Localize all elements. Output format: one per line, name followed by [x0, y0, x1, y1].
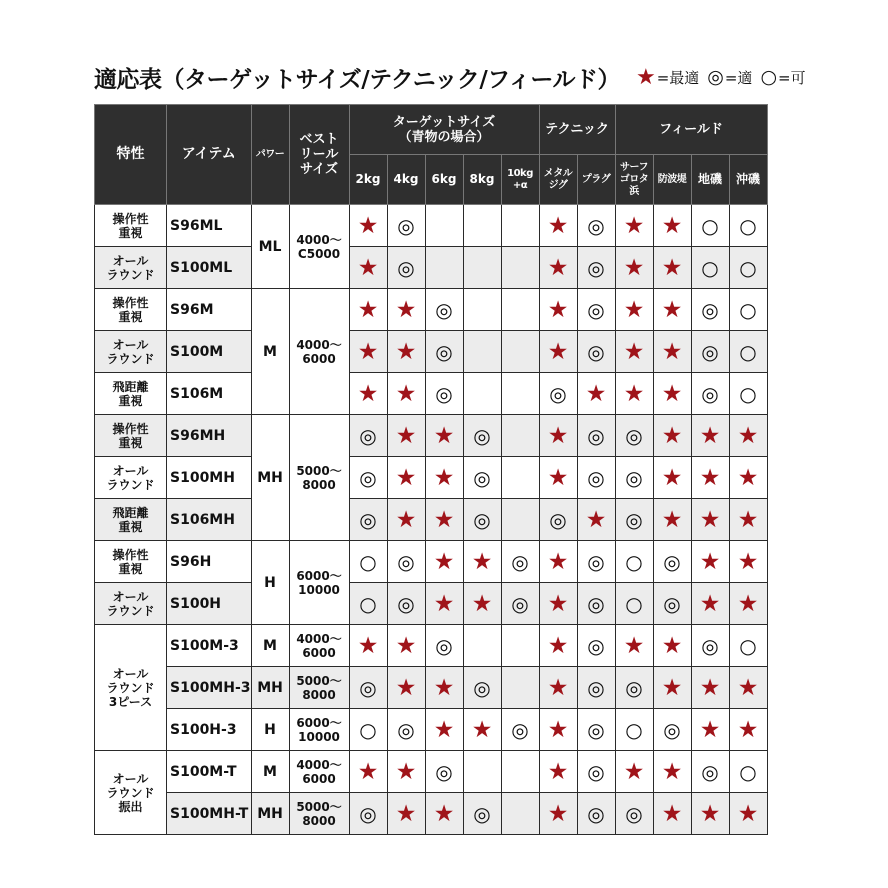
- double-circle-icon: ◎: [691, 289, 729, 331]
- subheader-7: サーフ ゴロタ 浜: [615, 155, 653, 205]
- power-cell: M: [251, 751, 289, 793]
- empty-cell: [463, 289, 501, 331]
- circle-icon: ○: [729, 331, 767, 373]
- star-icon: ★: [349, 289, 387, 331]
- star-icon: ★: [653, 457, 691, 499]
- subheader-1: 4kg: [387, 155, 425, 205]
- item-cell: S100MH-3: [167, 667, 252, 709]
- characteristic-cell: オール ラウンド 3ピース: [95, 625, 167, 751]
- star-icon: ★: [425, 667, 463, 709]
- double-circle-icon: ◎: [577, 289, 615, 331]
- star-icon: ★: [539, 457, 577, 499]
- reel-size-cell: 6000〜 10000: [289, 709, 349, 751]
- star-icon: ★: [463, 541, 501, 583]
- page-title: 適応表（ターゲットサイズ/テクニック/フィールド）: [94, 66, 620, 93]
- star-icon: ★: [387, 499, 425, 541]
- legend-label-best: =最適: [656, 68, 700, 87]
- double-circle-icon: ◎: [577, 457, 615, 499]
- empty-cell: [501, 793, 539, 835]
- reel-size-cell: 5000〜 8000: [289, 667, 349, 709]
- empty-cell: [501, 289, 539, 331]
- table-row: [95, 709, 768, 751]
- double-circle-icon: ◎: [349, 667, 387, 709]
- double-circle-icon: ◎: [653, 583, 691, 625]
- reel-size-cell: 4000〜 6000: [289, 625, 349, 667]
- double-circle-icon: ◎: [539, 499, 577, 541]
- double-circle-icon: ◎: [463, 457, 501, 499]
- star-icon: ★: [635, 64, 656, 90]
- star-icon: ★: [729, 415, 767, 457]
- double-circle-icon: ◎: [615, 457, 653, 499]
- star-icon: ★: [539, 667, 577, 709]
- circle-icon: ○: [729, 247, 767, 289]
- characteristic-cell: オール ラウンド: [95, 331, 167, 373]
- table-row: [95, 373, 768, 415]
- star-icon: ★: [691, 583, 729, 625]
- star-icon: ★: [729, 583, 767, 625]
- characteristic-cell: 操作性 重視: [95, 205, 167, 247]
- star-icon: ★: [653, 499, 691, 541]
- double-circle-icon: ◎: [425, 625, 463, 667]
- star-icon: ★: [425, 541, 463, 583]
- double-circle-icon: ◎: [349, 793, 387, 835]
- star-icon: ★: [577, 499, 615, 541]
- star-icon: ★: [615, 205, 653, 247]
- table-row: [95, 667, 768, 709]
- double-circle-icon: ◎: [349, 457, 387, 499]
- item-cell: S96MH: [167, 415, 252, 457]
- star-icon: ★: [691, 709, 729, 751]
- reel-size-cell: 4000〜 6000: [289, 289, 349, 415]
- star-icon: ★: [653, 667, 691, 709]
- item-cell: S96H: [167, 541, 252, 583]
- double-circle-icon: ◎: [425, 751, 463, 793]
- legend-item-possible: [760, 66, 805, 88]
- star-icon: ★: [729, 709, 767, 751]
- double-circle-icon: ◎: [577, 667, 615, 709]
- star-icon: ★: [691, 667, 729, 709]
- characteristic-cell: 操作性 重視: [95, 541, 167, 583]
- double-circle-icon: ◎: [577, 709, 615, 751]
- double-circle-icon: ◎: [577, 583, 615, 625]
- subheader-4: 10kg +α: [501, 155, 539, 205]
- item-cell: S100M-3: [167, 625, 252, 667]
- star-icon: ★: [729, 457, 767, 499]
- star-icon: ★: [577, 373, 615, 415]
- header-item: アイテム: [167, 105, 252, 205]
- legend-item-best: [636, 65, 699, 90]
- characteristic-cell: 操作性 重視: [95, 415, 167, 457]
- empty-cell: [501, 625, 539, 667]
- item-cell: S100H: [167, 583, 252, 625]
- star-icon: ★: [539, 709, 577, 751]
- double-circle-icon: ◎: [425, 373, 463, 415]
- table-row: [95, 625, 768, 667]
- subheader-3: 8kg: [463, 155, 501, 205]
- star-icon: ★: [387, 289, 425, 331]
- characteristic-cell: 操作性 重視: [95, 289, 167, 331]
- star-icon: ★: [349, 625, 387, 667]
- star-icon: ★: [615, 751, 653, 793]
- double-circle-icon: ◎: [387, 541, 425, 583]
- double-circle-icon: ◎: [463, 415, 501, 457]
- double-circle-icon: ◎: [425, 331, 463, 373]
- circle-icon: ○: [615, 541, 653, 583]
- empty-cell: [501, 499, 539, 541]
- star-icon: ★: [387, 331, 425, 373]
- empty-cell: [463, 331, 501, 373]
- star-icon: ★: [653, 205, 691, 247]
- star-icon: ★: [653, 625, 691, 667]
- table-row: [95, 289, 768, 331]
- double-circle-icon: ◎: [463, 667, 501, 709]
- star-icon: ★: [729, 793, 767, 835]
- empty-cell: [501, 667, 539, 709]
- double-circle-icon: ◎: [387, 205, 425, 247]
- reel-size-cell: 4000〜 6000: [289, 751, 349, 793]
- double-circle-icon: ◎: [463, 499, 501, 541]
- table-row: [95, 541, 768, 583]
- circle-icon: ○: [615, 709, 653, 751]
- empty-cell: [463, 751, 501, 793]
- item-cell: S100H-3: [167, 709, 252, 751]
- item-cell: S100MH: [167, 457, 252, 499]
- star-icon: ★: [387, 373, 425, 415]
- double-circle-icon: ◎: [387, 709, 425, 751]
- empty-cell: [425, 205, 463, 247]
- legend-item-suitable: [707, 66, 752, 88]
- empty-cell: [463, 625, 501, 667]
- reel-size-cell: 5000〜 8000: [289, 415, 349, 541]
- star-icon: ★: [463, 709, 501, 751]
- star-icon: ★: [653, 415, 691, 457]
- empty-cell: [501, 457, 539, 499]
- legend-label-possible: =可: [778, 68, 806, 87]
- star-icon: ★: [691, 415, 729, 457]
- empty-cell: [501, 373, 539, 415]
- header-power: パワー: [251, 105, 289, 205]
- power-cell: MH: [251, 667, 289, 709]
- double-circle-icon: ◎: [577, 751, 615, 793]
- star-icon: ★: [349, 205, 387, 247]
- table-row: [95, 583, 768, 625]
- double-circle-icon: ◎: [387, 247, 425, 289]
- star-icon: ★: [539, 625, 577, 667]
- item-cell: S100ML: [167, 247, 252, 289]
- star-icon: ★: [653, 247, 691, 289]
- reel-size-cell: 4000〜 C5000: [289, 205, 349, 289]
- characteristic-cell: オール ラウンド: [95, 583, 167, 625]
- empty-cell: [501, 247, 539, 289]
- double-circle-icon: ◎: [577, 625, 615, 667]
- power-cell: MH: [251, 415, 289, 541]
- empty-cell: [501, 331, 539, 373]
- double-circle-icon: ◎: [615, 793, 653, 835]
- reel-size-cell: 6000〜 10000: [289, 541, 349, 625]
- table-row: [95, 415, 768, 457]
- star-icon: ★: [425, 415, 463, 457]
- double-circle-icon: ◎: [615, 415, 653, 457]
- double-circle-icon: ◎: [691, 625, 729, 667]
- subheader-6: プラグ: [577, 155, 615, 205]
- circle-icon: ○: [349, 583, 387, 625]
- legend-label-suitable: =適: [724, 68, 753, 87]
- circle-icon: ○: [691, 205, 729, 247]
- power-cell: MH: [251, 793, 289, 835]
- characteristic-cell: オール ラウンド 振出: [95, 751, 167, 835]
- star-icon: ★: [349, 331, 387, 373]
- star-icon: ★: [653, 289, 691, 331]
- table-row: [95, 457, 768, 499]
- star-icon: ★: [539, 289, 577, 331]
- subheader-5: メタル ジグ: [539, 155, 577, 205]
- star-icon: ★: [349, 751, 387, 793]
- star-icon: ★: [539, 541, 577, 583]
- double-circle-icon: ◎: [615, 667, 653, 709]
- star-icon: ★: [729, 667, 767, 709]
- circle-icon: ○: [729, 373, 767, 415]
- double-circle-icon: ◎: [577, 205, 615, 247]
- table-row: [95, 205, 768, 247]
- double-circle-icon: ◎: [501, 709, 539, 751]
- table-row: [95, 247, 768, 289]
- table-row: [95, 331, 768, 373]
- star-icon: ★: [615, 289, 653, 331]
- star-icon: ★: [653, 793, 691, 835]
- double-circle-icon: ◎: [387, 583, 425, 625]
- table-row: [95, 793, 768, 835]
- empty-cell: [501, 751, 539, 793]
- double-circle-icon: ◎: [463, 793, 501, 835]
- double-circle-icon: ◎: [707, 66, 724, 88]
- double-circle-icon: ◎: [539, 373, 577, 415]
- circle-icon: ○: [729, 625, 767, 667]
- double-circle-icon: ◎: [691, 373, 729, 415]
- star-icon: ★: [387, 667, 425, 709]
- item-cell: S106M: [167, 373, 252, 415]
- circle-icon: ○: [349, 709, 387, 751]
- empty-cell: [463, 205, 501, 247]
- double-circle-icon: ◎: [349, 499, 387, 541]
- double-circle-icon: ◎: [653, 541, 691, 583]
- header-characteristic: 特性: [95, 105, 167, 205]
- double-circle-icon: ◎: [577, 247, 615, 289]
- star-icon: ★: [463, 583, 501, 625]
- item-cell: S100M-T: [167, 751, 252, 793]
- header-target-size: ターゲットサイズ （青物の場合）: [349, 105, 539, 155]
- item-cell: S96M: [167, 289, 252, 331]
- header-reel-size: ベスト リール サイズ: [289, 105, 349, 205]
- circle-icon: ○: [760, 66, 778, 88]
- power-cell: M: [251, 289, 289, 415]
- star-icon: ★: [387, 793, 425, 835]
- double-circle-icon: ◎: [425, 289, 463, 331]
- star-icon: ★: [539, 247, 577, 289]
- double-circle-icon: ◎: [577, 541, 615, 583]
- subheader-9: 地磯: [691, 155, 729, 205]
- double-circle-icon: ◎: [577, 415, 615, 457]
- empty-cell: [425, 247, 463, 289]
- star-icon: ★: [615, 373, 653, 415]
- empty-cell: [501, 205, 539, 247]
- star-icon: ★: [539, 415, 577, 457]
- characteristic-cell: オール ラウンド: [95, 457, 167, 499]
- subheader-10: 沖磯: [729, 155, 767, 205]
- star-icon: ★: [615, 331, 653, 373]
- circle-icon: ○: [349, 541, 387, 583]
- double-circle-icon: ◎: [501, 541, 539, 583]
- star-icon: ★: [425, 499, 463, 541]
- double-circle-icon: ◎: [577, 793, 615, 835]
- star-icon: ★: [615, 247, 653, 289]
- star-icon: ★: [387, 457, 425, 499]
- star-icon: ★: [691, 541, 729, 583]
- power-cell: ML: [251, 205, 289, 289]
- star-icon: ★: [691, 793, 729, 835]
- subheader-8: 防波堤: [653, 155, 691, 205]
- item-cell: S100MH-T: [167, 793, 252, 835]
- characteristic-cell: オール ラウンド: [95, 247, 167, 289]
- reel-size-cell: 5000〜 8000: [289, 793, 349, 835]
- star-icon: ★: [729, 541, 767, 583]
- empty-cell: [463, 247, 501, 289]
- double-circle-icon: ◎: [691, 751, 729, 793]
- circle-icon: ○: [729, 205, 767, 247]
- star-icon: ★: [425, 457, 463, 499]
- star-icon: ★: [729, 499, 767, 541]
- double-circle-icon: ◎: [349, 415, 387, 457]
- table-row: [95, 751, 768, 793]
- suitability-table: [94, 104, 768, 835]
- item-cell: S106MH: [167, 499, 252, 541]
- star-icon: ★: [387, 415, 425, 457]
- empty-cell: [501, 415, 539, 457]
- double-circle-icon: ◎: [615, 499, 653, 541]
- star-icon: ★: [615, 625, 653, 667]
- double-circle-icon: ◎: [653, 709, 691, 751]
- legend: [636, 65, 814, 90]
- double-circle-icon: ◎: [577, 331, 615, 373]
- star-icon: ★: [653, 373, 691, 415]
- table-row: [95, 499, 768, 541]
- power-cell: H: [251, 709, 289, 751]
- star-icon: ★: [653, 331, 691, 373]
- power-cell: M: [251, 625, 289, 667]
- header-field: フィールド: [615, 105, 767, 155]
- star-icon: ★: [539, 793, 577, 835]
- star-icon: ★: [539, 583, 577, 625]
- power-cell: H: [251, 541, 289, 625]
- star-icon: ★: [539, 205, 577, 247]
- circle-icon: ○: [729, 289, 767, 331]
- star-icon: ★: [539, 751, 577, 793]
- star-icon: ★: [387, 625, 425, 667]
- item-cell: S96ML: [167, 205, 252, 247]
- star-icon: ★: [425, 793, 463, 835]
- double-circle-icon: ◎: [501, 583, 539, 625]
- star-icon: ★: [349, 373, 387, 415]
- characteristic-cell: 飛距離 重視: [95, 499, 167, 541]
- double-circle-icon: ◎: [691, 331, 729, 373]
- empty-cell: [463, 373, 501, 415]
- star-icon: ★: [425, 709, 463, 751]
- characteristic-cell: 飛距離 重視: [95, 373, 167, 415]
- title-row: [94, 60, 814, 94]
- item-cell: S100M: [167, 331, 252, 373]
- star-icon: ★: [387, 751, 425, 793]
- subheader-2: 6kg: [425, 155, 463, 205]
- star-icon: ★: [691, 457, 729, 499]
- star-icon: ★: [691, 499, 729, 541]
- star-icon: ★: [653, 751, 691, 793]
- subheader-0: 2kg: [349, 155, 387, 205]
- star-icon: ★: [349, 247, 387, 289]
- header-technique: テクニック: [539, 105, 615, 155]
- circle-icon: ○: [729, 751, 767, 793]
- star-icon: ★: [539, 331, 577, 373]
- star-icon: ★: [425, 583, 463, 625]
- circle-icon: ○: [691, 247, 729, 289]
- circle-icon: ○: [615, 583, 653, 625]
